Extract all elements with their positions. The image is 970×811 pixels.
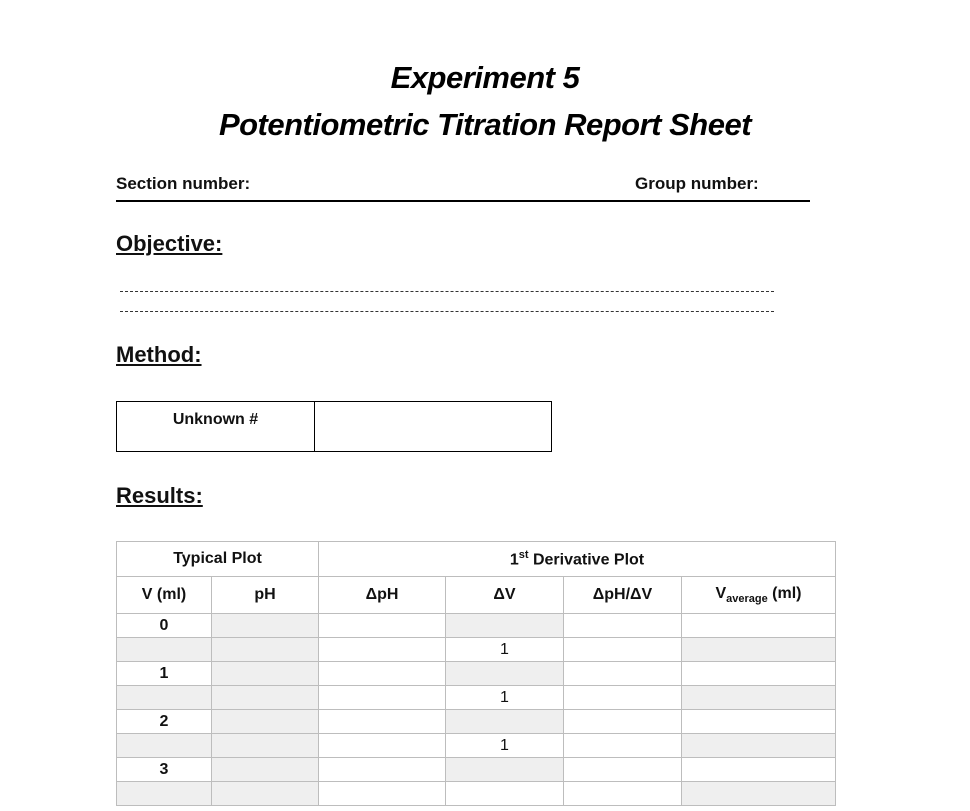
vavg-unit: (ml): [767, 584, 802, 602]
cell-vavg[interactable]: [682, 710, 836, 734]
document-title: Experiment 5: [390, 60, 580, 95]
cell-dph[interactable]: [319, 638, 446, 662]
cell-vavg[interactable]: [682, 782, 836, 806]
col-header-dv: ΔV: [446, 577, 564, 614]
cell-dphdv[interactable]: [564, 782, 682, 806]
cell-dphdv[interactable]: [564, 686, 682, 710]
cell-v[interactable]: 2: [117, 710, 212, 734]
objective-dashed-line-2: [120, 311, 774, 312]
cell-dph[interactable]: [319, 758, 446, 782]
vavg-main: V: [715, 584, 727, 602]
col-header-v: V (ml): [117, 577, 212, 614]
cell-v[interactable]: [117, 782, 212, 806]
objective-dashed-line-1: [120, 291, 774, 292]
col-header-ph: pH: [212, 577, 319, 614]
cell-vavg[interactable]: [682, 662, 836, 686]
cell-dv[interactable]: [446, 710, 564, 734]
table-row: [117, 662, 836, 686]
unknown-value-cell[interactable]: [315, 402, 552, 452]
unknown-label: Unknown #: [117, 402, 315, 452]
results-body: [117, 614, 836, 806]
section-number-label: Section number:: [116, 174, 251, 193]
cell-dv[interactable]: [446, 758, 564, 782]
document-subtitle: Potentiometric Titration Report Sheet: [218, 107, 752, 142]
cell-vavg[interactable]: [682, 614, 836, 638]
cell-ph[interactable]: [212, 614, 319, 638]
cell-dv[interactable]: [446, 782, 564, 806]
cell-v[interactable]: 3: [117, 758, 212, 782]
cell-dphdv[interactable]: [564, 638, 682, 662]
cell-dph[interactable]: [319, 662, 446, 686]
derivative-plot-header: [319, 542, 836, 577]
col-header-dph: ΔpH: [319, 577, 446, 614]
method-heading: Method:: [116, 342, 202, 367]
table-row: [117, 734, 836, 758]
table-row: [117, 686, 836, 710]
col-header-vavg: [682, 577, 836, 614]
derivative-header-text: Derivative Plot: [528, 551, 645, 569]
cell-dph[interactable]: [319, 710, 446, 734]
table-row: [117, 710, 836, 734]
cell-v[interactable]: 0: [117, 614, 212, 638]
table-row: [117, 758, 836, 782]
cell-v[interactable]: 1: [117, 662, 212, 686]
cell-ph[interactable]: [212, 710, 319, 734]
cell-dphdv[interactable]: [564, 758, 682, 782]
cell-ph[interactable]: [212, 662, 319, 686]
cell-dv[interactable]: [446, 662, 564, 686]
cell-dv[interactable]: 1: [446, 734, 564, 758]
table-row: [117, 638, 836, 662]
cell-ph[interactable]: [212, 782, 319, 806]
vavg-subscript: average: [726, 593, 768, 606]
cell-dv[interactable]: 1: [446, 686, 564, 710]
col-header-dphdv: ΔpH/ΔV: [564, 577, 682, 614]
cell-dph[interactable]: [319, 686, 446, 710]
derivative-ordinal-suffix: st: [518, 548, 529, 561]
cell-dv[interactable]: 1: [446, 638, 564, 662]
info-underline: [116, 200, 810, 202]
cell-vavg[interactable]: [682, 638, 836, 662]
cell-dphdv[interactable]: [564, 662, 682, 686]
cell-dphdv[interactable]: [564, 710, 682, 734]
group-number-label: Group number:: [635, 174, 759, 193]
cell-dphdv[interactable]: [564, 614, 682, 638]
cell-dph[interactable]: [319, 614, 446, 638]
cell-vavg[interactable]: [682, 686, 836, 710]
cell-v[interactable]: [117, 734, 212, 758]
table-row: [117, 782, 836, 806]
cell-ph[interactable]: [212, 638, 319, 662]
cell-ph[interactable]: [212, 686, 319, 710]
cell-dv[interactable]: [446, 614, 564, 638]
results-table: [116, 541, 836, 806]
cell-vavg[interactable]: [682, 734, 836, 758]
results-heading: Results:: [116, 483, 203, 508]
cell-vavg[interactable]: [682, 758, 836, 782]
derivative-ordinal: 1: [509, 551, 519, 569]
cell-v[interactable]: [117, 686, 212, 710]
cell-ph[interactable]: [212, 758, 319, 782]
typical-plot-header: Typical Plot: [117, 542, 319, 577]
table-row: [117, 614, 836, 638]
objective-heading: Objective:: [116, 231, 223, 256]
unknown-table: [116, 401, 552, 452]
cell-ph[interactable]: [212, 734, 319, 758]
cell-dphdv[interactable]: [564, 734, 682, 758]
cell-dph[interactable]: [319, 782, 446, 806]
cell-v[interactable]: [117, 638, 212, 662]
cell-dph[interactable]: [319, 734, 446, 758]
